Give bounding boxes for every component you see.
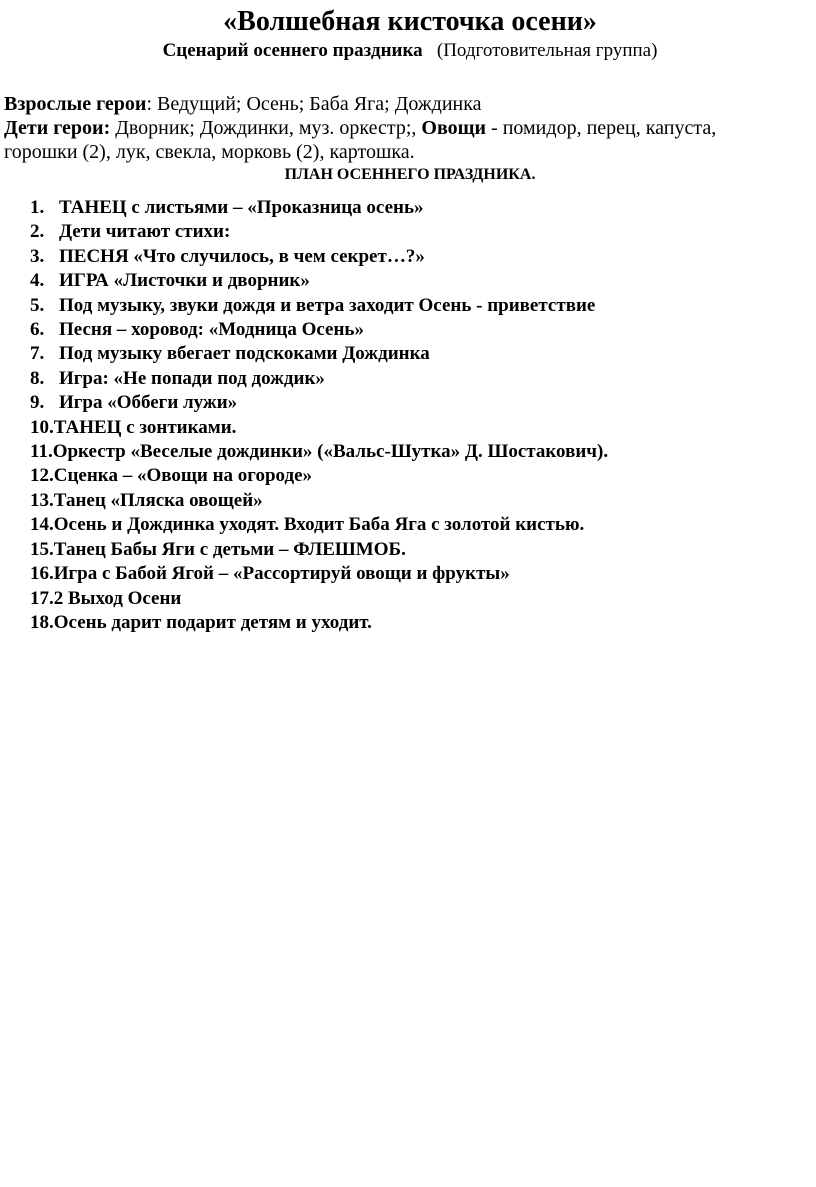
plan-item-text: Сценка – «Овощи на огороде» xyxy=(53,465,313,487)
plan-item-number: 15. xyxy=(30,538,54,560)
plan-item-number: 7. xyxy=(30,343,45,365)
plan-item-text: Осень дарит подарит детям и уходит. xyxy=(53,611,372,633)
subtitle-group: (Подготовительная группа) xyxy=(422,40,658,61)
plan-item xyxy=(30,611,816,635)
plan-item-text: ТАНЕЦ с листьями – «Проказница осень» xyxy=(59,197,424,218)
plan-item xyxy=(30,513,816,537)
plan-item-text: Игра «Оббеги лужи» xyxy=(59,392,238,414)
adult-characters xyxy=(4,92,816,116)
plan-item-number: 13. xyxy=(30,489,54,511)
subtitle-bold: Сценарий осеннего праздника xyxy=(162,40,423,61)
kids-label: Дети герои: xyxy=(4,117,111,139)
plan-item xyxy=(30,318,816,342)
plan-item xyxy=(30,269,816,293)
plan-item-text: Игра с Бабой Ягой – «Рассортируй овощи и фрукты» xyxy=(53,563,510,585)
plan-item-number: 9. xyxy=(30,392,45,414)
plan-item-number: 5. xyxy=(30,294,45,316)
plan-item-number: 17. xyxy=(30,587,54,609)
plan-item-text: ТАНЕЦ с зонтиками. xyxy=(53,416,237,438)
adults-label: Взрослые герои xyxy=(4,93,147,115)
plan-item xyxy=(30,391,816,415)
plan-item-number: 18. xyxy=(30,611,54,633)
plan-item-number: 6. xyxy=(30,319,45,341)
plan-item-number: 2. xyxy=(30,221,45,243)
plan-item-text: Осень и Дождинка уходят. Входит Баба Яга с золотой кистью. xyxy=(53,514,585,536)
vegetables-label: Овощи xyxy=(416,117,487,139)
plan-item xyxy=(30,562,816,586)
plan-item-number: 1. xyxy=(30,197,45,218)
plan-item-text: Оркестр «Веселые дождинки» («Вальс-Шутка» Д. Шостакович). xyxy=(52,441,609,463)
plan-item-text: ПЕСНЯ «Что случилось, в чем секрет…?» xyxy=(59,245,425,267)
plan-item-number: 11. xyxy=(30,441,53,463)
plan-item xyxy=(30,587,816,611)
plan-item xyxy=(30,245,816,269)
plan-item xyxy=(30,416,816,440)
plan-title: ПЛАН ОСЕННЕГО ПРАЗДНИКА. xyxy=(284,166,536,183)
plan-item-text: ИГРА «Листочки и дворник» xyxy=(59,270,310,292)
plan-item-number: 10. xyxy=(30,416,54,438)
plan-item xyxy=(30,342,816,366)
plan-item-text: Песня – хоровод: «Модница Осень» xyxy=(59,319,364,341)
plan-item-text: Под музыку вбегает подскоками Дождинка xyxy=(59,343,430,365)
kid-characters xyxy=(4,116,816,164)
plan-item-number: 4. xyxy=(30,270,45,292)
plan-item-text: Танец Бабы Яги с детьми – ФЛЕШМОБ. xyxy=(53,538,406,560)
plan-item-text: Игра: «Не попади под дождик» xyxy=(59,367,325,389)
kids-text: Дворник; Дождинки, муз. оркестр;, xyxy=(110,117,417,139)
plan-item xyxy=(30,196,816,220)
plan-item-text: 2 Выход Осени xyxy=(53,587,182,609)
plan-item-text: Танец «Пляска овощей» xyxy=(53,489,263,511)
plan-item xyxy=(30,489,816,513)
document-title: «Волшебная кисточка осени» xyxy=(223,6,597,37)
plan-item xyxy=(30,294,816,318)
plan-item-number: 16. xyxy=(30,563,54,585)
blank-line xyxy=(4,64,816,92)
plan-item-text: Под музыку, звуки дождя и ветра заходит Осень - приветствие xyxy=(59,294,596,316)
plan-item-number: 12. xyxy=(30,465,54,487)
adults-text: : Ведущий; Осень; Баба Яга; Дождинка xyxy=(146,93,482,115)
document-subtitle xyxy=(4,38,816,64)
plan-item-number: 3. xyxy=(30,245,45,267)
plan-item xyxy=(30,367,816,391)
plan-list xyxy=(4,196,816,635)
plan-item xyxy=(30,440,816,464)
plan-item-number: 14. xyxy=(30,514,54,536)
vegetables-text: - помидор, перец, капуста, горошки (2), лук, свекла, морковь (2), картошка. xyxy=(4,117,717,163)
plan-item-number: 8. xyxy=(30,367,45,389)
plan-item xyxy=(30,220,816,244)
plan-item-text: Дети читают стихи: xyxy=(59,221,231,243)
plan-item xyxy=(30,464,816,488)
plan-item xyxy=(30,538,816,562)
